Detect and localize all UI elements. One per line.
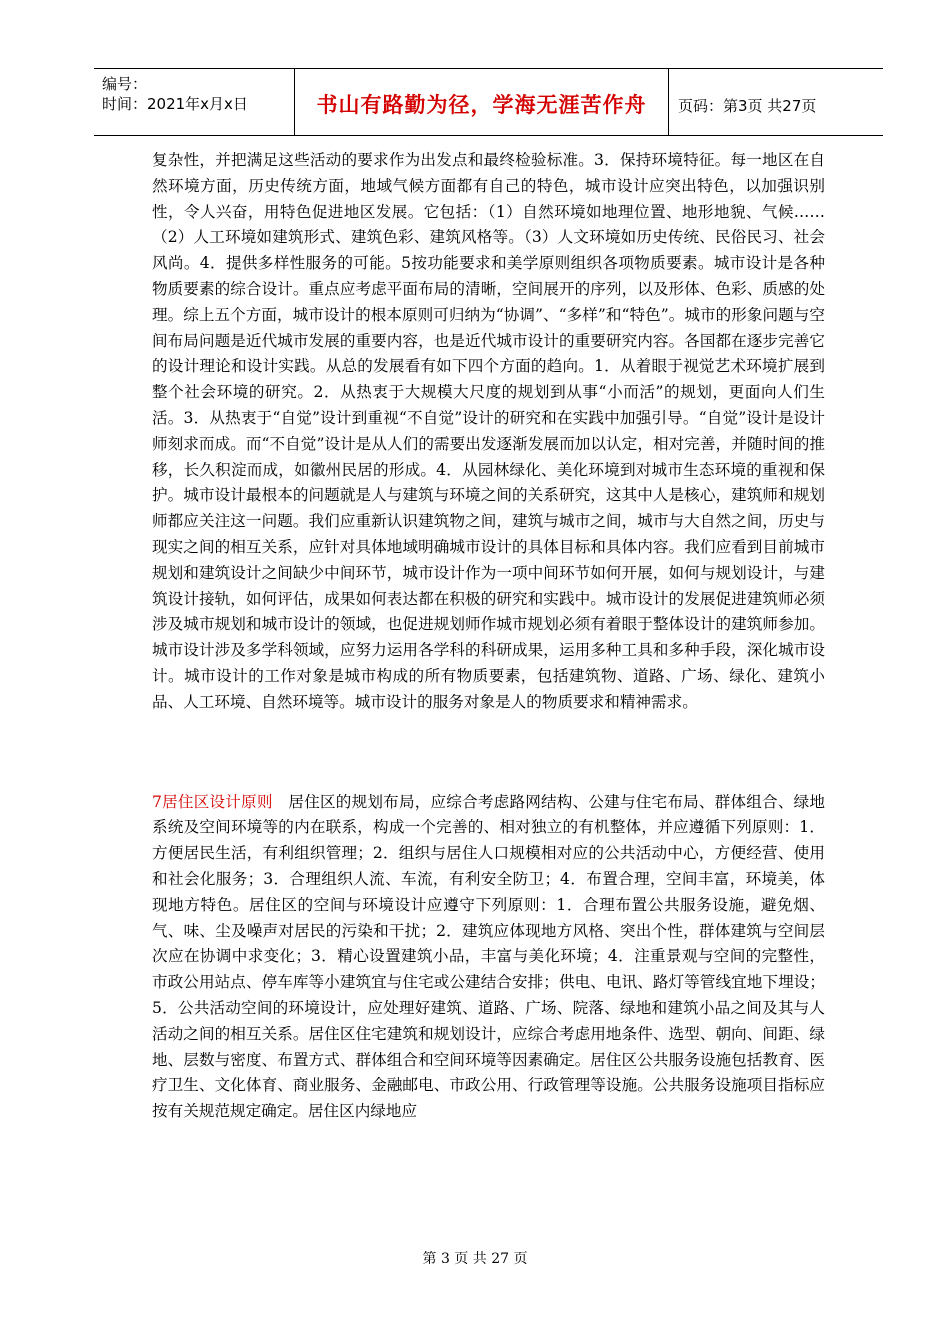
document-body [152,148,825,1125]
section-heading: 7居住区设计原则 [152,792,273,811]
document-code-label: 编号： [102,75,148,93]
section-paragraph-text: 居住区的规划布局，应综合考虑路网结构、公建与住宅布局、群体组合、绿地系统及空间环境等的内在联系，构成一个完善的、相对独立的有机整体，并应遵循下列原则：1．方便居民生活，有利组织管理；2．组织与居住人口规模相对应的公共活动中心，方便经营、使用和社会化服务；3．合理组织人流、车流，有利安全防卫；4．布置合理，空间丰富，环境美，体现地方特色。居住区的空间与环境设计应遵守下列原则：1．合理布置公共服务设施，避免烟、气、味、尘及噪声对居民的污染和干扰；2．建筑应体现地方风格、突出个性，群体建筑与空间层次应在协调中求变化；3．精心设置建筑小品，丰富与美化环境；4．注重景观与空间的完整性，市政公用站点、停车库等小建筑宜与住宅或公建结合安排；供电、电讯、路灯等管线宜地下埋设；5．公共活动空间的环境设计，应处理好建筑、道路、广场、院落、绿地和建筑小品之间及其与人活动之间的相互关系。居住区住宅建筑和规划设计，应综合考虑用地条件、选型、朝向、间距、绿地、层数与密度、布置方式、群体组合和空间环境等因素确定。居住区公共服务设施包括教育、医疗卫生、文化体育、商业服务、金融邮电、市政公用、行政管理等设施。公共服务设施项目指标应按有关规范规定确定。居住区内绿地应 [152,792,825,1121]
header-motto-cell [294,69,669,135]
page-footer: 第 3 页 共 27 页 [422,1251,528,1267]
body-paragraph-section-7 [152,790,825,1125]
body-paragraph: 复杂性，并把满足这些活动的要求作为出发点和最终检验标准。3．保持环境特征。每一地区在自然环境方面，历史传统方面，地域气候方面都有自己的特色，城市设计应突出特色，以加强识别性，令人兴奋，用特色促进地区发展。它包括：（1）自然环境如地理位置、地形地貌、气候……（2）人工环境如建筑形式、建筑色彩、建筑风格等。（3）人文环境如历史传统、民俗民习、社会风尚。4．提供多样性服务的可能。5按功能要求和美学原则组织各项物质要素。城市设计是各种物质要素的综合设计。重点应考虑平面布局的清晰，空间展开的序列，以及形体、色彩、质感的处理。综上五个方面，城市设计的根本原则可归纳为“协调”、“多样”和“特色”。城市的形象问题与空间布局问题是近代城市发展的重要内容，也是近代城市设计的重要研究内容。各国都在逐步完善它的设计理论和设计实践。从总的发展看有如下四个方面的趋向。1．从着眼于视觉艺术环境扩展到整个社会环境的研究。2．从热衷于大规模大尺度的规划到从事“小而活”的规划，更面向人们生活。3．从热衷于“自觉”设计到重视“不自觉”设计的研究和在实践中加强引导。“自觉”设计是设计师刻求而成。而“不自觉”设计是从人们的需要出发逐渐发展而加以认定，相对完善，并随时间的推移，长久积淀而成，如徽州民居的形成。4．从园林绿化、美化环境到对城市生态环境的重视和保护。城市设计最根本的问题就是人与建筑与环境之间的关系研究，这其中人是核心，建筑师和规划师都应关注这一问题。我们应重新认识建筑物之间，建筑与城市之间，城市与大自然之间，历史与现实之间的相互关系，应针对具体地域明确城市设计的具体目标和具体内容。我们应看到目前城市规划和建筑设计之间缺少中间环节，城市设计作为一项中间环节如何开展，如何与规划设计，与建筑设计接轨，如何评估，成果如何表达都在积极的研究和实践中。城市设计的发展促进建筑师必须涉及城市规划和城市设计的领域，也促进规划师作城市规划必须有着眼于整体设计的建筑师参加。城市设计涉及多学科领域，应努力运用各学科的科研成果，运用多种工具和多种手段，深化城市设计。城市设计的工作对象是城市构成的所有物质要素，包括建筑物、道路、广场、绿化、建筑小品、人工环境、自然环境等。城市设计的服务对象是人的物质要求和精神需求。 [152,151,825,711]
document-time-label: 时间：2021年x月x日 [102,95,248,113]
header-meta-cell [94,69,294,135]
page-header [94,68,883,136]
header-page-cell [668,69,883,135]
header-motto: 书山有路勤为径，学海无涯苦作舟 [316,93,647,117]
header-page-number: 页码：第3页 共27页 [678,97,817,115]
